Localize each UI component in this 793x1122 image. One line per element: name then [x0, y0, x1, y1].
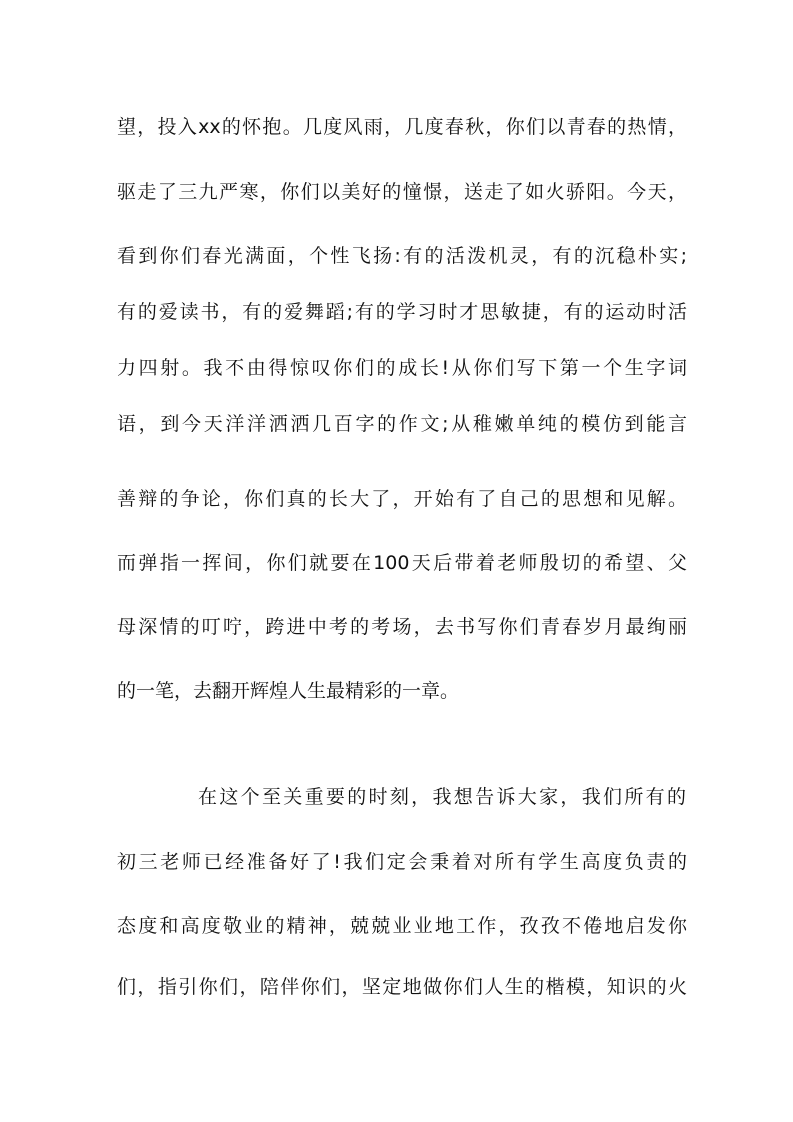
- paragraph-1-line-8: 而弹指一挥间，你们就要在100天后带着老师殷切的希望、父: [117, 552, 687, 574]
- paragraph-1-line-10: 的一笔，去翻开辉煌人生最精彩的一章。: [117, 680, 460, 702]
- paragraph-1-line-9: 母深情的叮咛，跨进中考的考场，去书写你们青春岁月最绚丽: [117, 616, 687, 638]
- paragraph-2-line-2: 初三老师已经准备好了!我们定会秉着对所有学生高度负责的: [117, 851, 687, 873]
- paragraph-1-line-2: 驱走了三九严寒，你们以美好的憧憬，送走了如火骄阳。今天，: [117, 181, 687, 203]
- paragraph-1-line-7: 善辩的争论，你们真的长大了，开始有了自己的思想和见解。: [117, 488, 687, 510]
- paragraph-1-line-1: 望，投入xx的怀抱。几度风雨，几度春秋，你们以青春的热情，: [117, 116, 687, 138]
- paragraph-1-line-3: 看到你们春光满面，个性飞扬:有的活泼机灵，有的沉稳朴实;: [117, 245, 687, 267]
- paragraph-2-line-4: 们，指引你们，陪伴你们，坚定地做你们人生的楷模，知识的火: [117, 976, 687, 998]
- paragraph-1-line-4: 有的爱读书，有的爱舞蹈;有的学习时才思敏捷，有的运动时活: [117, 301, 687, 323]
- paragraph-1-line-5: 力四射。我不由得惊叹你们的成长!从你们写下第一个生字词: [117, 357, 687, 379]
- paragraph-2-line-3: 态度和高度敬业的精神，兢兢业业地工作，孜孜不倦地启发你: [117, 915, 687, 937]
- paragraph-1-line-6: 语，到今天洋洋洒洒几百字的作文;从稚嫩单纯的模仿到能言: [117, 413, 687, 435]
- paragraph-2-line-1: 在这个至关重要的时刻，我想告诉大家，我们所有的: [198, 786, 686, 808]
